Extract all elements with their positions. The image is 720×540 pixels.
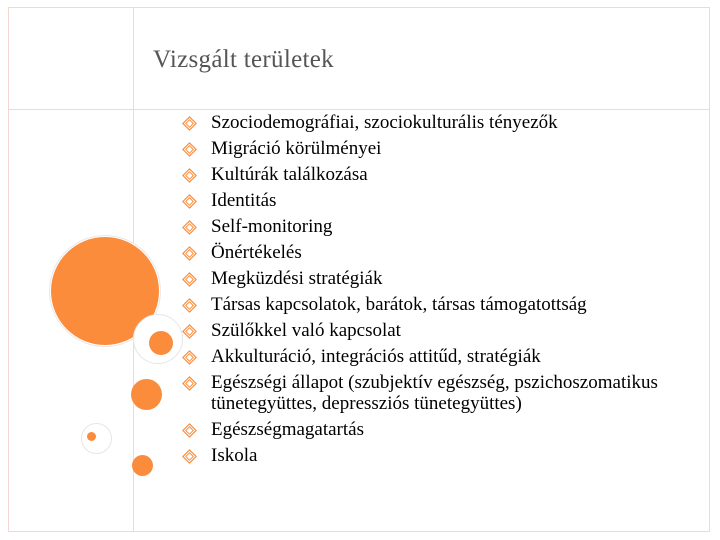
list-item-label: Self-monitoring [211,216,333,237]
diamond-outline-icon [182,168,197,183]
diamond-outline-icon [182,116,197,131]
list-item [182,372,702,414]
diamond-outline-icon [182,449,197,464]
list-item [182,419,702,440]
decor-circle-small-outline [81,423,112,454]
list-item-label: Identitás [211,190,277,211]
list-item-label: Migráció körülményei [211,138,382,159]
diamond-outline-icon [182,324,197,339]
list-item-label: Kultúrák találkozása [211,164,368,185]
decor-circle-small-orange [131,379,162,410]
diamond-outline-icon [182,142,197,157]
list-item [182,320,702,341]
frame-horizontal-divider [8,109,710,110]
list-item [182,294,702,315]
list-item-label: Önértékelés [211,242,302,263]
bullet-list [182,112,702,471]
diamond-outline-icon [182,194,197,209]
diamond-outline-icon [182,376,197,391]
list-item [182,190,702,211]
diamond-outline-icon [182,298,197,313]
decor-circle-bottom-orange [132,455,153,476]
list-item-label: Egészségmagatartás [211,419,364,440]
list-item [182,138,702,159]
list-item-label: Iskola [211,445,258,466]
slide-title: Vizsgált területek [153,46,334,73]
list-item-label: Egészségi állapot (szubjektív egészség, pszichoszomatikus tünetegyüttes, depressziós tünetegyüttes) [211,372,658,414]
decor-circle-medium-orange [149,331,173,355]
list-item [182,346,702,367]
list-item [182,268,702,289]
list-item-label: Társas kapcsolatok, barátok, társas támogatottság [211,294,587,315]
decor-circle-dot-orange [87,432,96,441]
list-item-label: Megküzdési stratégiák [211,268,383,289]
list-item [182,445,702,466]
diamond-outline-icon [182,246,197,261]
diamond-outline-icon [182,220,197,235]
diamond-outline-icon [182,272,197,287]
list-item [182,112,702,133]
list-item [182,164,702,185]
list-item-label: Szülőkkel való kapcsolat [211,320,401,341]
list-item-label: Szociodemográfiai, szociokulturális tényezők [211,112,558,133]
list-item [182,242,702,263]
list-item-label: Akkulturáció, integrációs attitűd, stratégiák [211,346,541,367]
diamond-outline-icon [182,423,197,438]
list-item [182,216,702,237]
diamond-outline-icon [182,350,197,365]
